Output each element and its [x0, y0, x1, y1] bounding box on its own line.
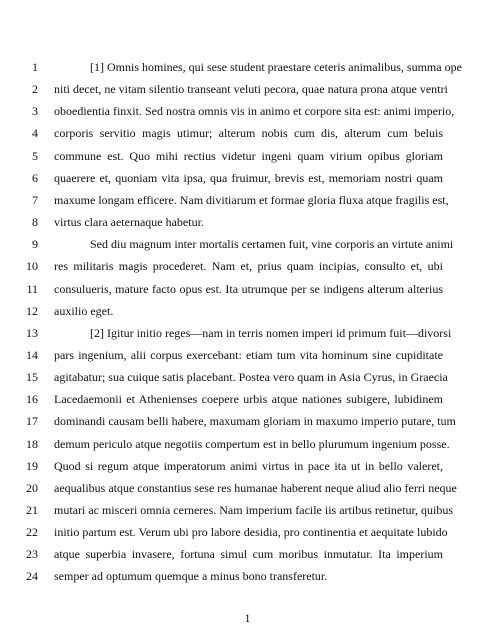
line-text: agitabatur; sua cuique satis placebant. Postea vero quam in Asia Cyrus, in Graecia: [54, 370, 448, 385]
line-number: 10: [26, 259, 38, 274]
text-line: [0, 344, 495, 366]
line-text: Sed diu magnum inter mortalis certamen fuit, vine corporis an virtute animi: [90, 237, 454, 252]
line-text: [2] Igitur initio reges—nam in terris nomen imperi id primum fuit—divorsi: [90, 325, 452, 340]
text-line: [0, 167, 495, 189]
line-number: 24: [26, 569, 38, 584]
line-text: maxume longam efficere. Nam divitiarum et formae gloria fluxa atque fragilis est,: [54, 192, 449, 207]
line-number: 17: [26, 414, 38, 429]
line-text: dominandi causam belli habere, maxumam gloriam in maxumo imperio putare, tum: [54, 414, 456, 429]
text-line: [0, 366, 495, 388]
line-text: auxilio eget.: [54, 303, 114, 318]
line-number: 9: [32, 237, 38, 252]
page-number: 1: [244, 611, 251, 625]
text-line: [0, 100, 495, 122]
line-number: 20: [26, 480, 38, 495]
line-text: virtus clara aeternaque habetur.: [54, 215, 204, 230]
text-line: [0, 410, 495, 432]
line-text: oboedientia finxit. Sed nostra omnis vis in animo et corpore sita est: animi imperio,: [54, 104, 455, 119]
line-text: initio partum est. Verum ubi pro labore desidia, pro continentia et aequitate lubido: [54, 525, 448, 540]
line-number: 7: [32, 192, 38, 207]
line-text: semper ad optumum quemque a minus bono transferetur.: [54, 569, 328, 584]
line-number: 11: [26, 281, 38, 296]
text-line: [0, 122, 495, 144]
text-line: [0, 189, 495, 211]
line-text: commune est. Quo mihi rectius videtur ingeni quam virium opibus gloriam: [54, 148, 443, 163]
line-number: 19: [26, 458, 38, 473]
text-line: [0, 499, 495, 521]
text-line: [0, 56, 495, 78]
text-line: [0, 78, 495, 100]
line-text: consulueris, mature facto opus est. Ita utrumque per se indigens alterum alterius: [54, 281, 443, 296]
line-number: 3: [32, 104, 38, 119]
line-number: 6: [32, 170, 38, 185]
text-line: [0, 521, 495, 543]
line-text: corporis servitio magis utimur; alterum nobis cum dis, alterum cum beluis: [54, 126, 443, 141]
line-text: pars ingenium, alii corpus exercebant: etiam tum vita hominum sine cupiditate: [54, 347, 443, 362]
text-line: [0, 543, 495, 565]
line-text: Lacedaemonii et Athenienses coepere urbis atque nationes subigere, lubidinem: [54, 392, 443, 407]
text-line: [0, 477, 495, 499]
line-number: 16: [26, 392, 38, 407]
text-line: [0, 211, 495, 233]
text-line: [0, 388, 495, 410]
line-number: 18: [26, 436, 38, 451]
text-line: [0, 145, 495, 167]
line-text: atque superbia invasere, fortuna simul cum moribus inmutatur. Ita imperium: [54, 547, 443, 562]
text-line: [0, 300, 495, 322]
line-number: 14: [26, 347, 38, 362]
line-number: 22: [26, 525, 38, 540]
line-text: demum periculo atque negotiis compertum est in bello plurumum ingenium posse.: [54, 436, 450, 451]
line-text: [1] Omnis homines, qui sese student praestare ceteris animalibus, summa ope: [90, 60, 462, 74]
line-number: 13: [26, 325, 38, 340]
line-number: 8: [32, 215, 38, 230]
line-number: 21: [26, 503, 38, 517]
line-text: mutari ac misceri omnia cerneres. Nam imperium facile iis artibus retinetur, quibus: [54, 503, 454, 517]
line-text: niti decet, ne vitam silentio transeant veluti pecora, quae natura prona atque ventri: [54, 82, 448, 97]
line-text: quaerere et, quoniam vita ipsa, qua fruimur, brevis est, memoriam nostri quam: [54, 170, 443, 185]
line-number: 1: [32, 60, 38, 74]
text-line: [0, 565, 495, 587]
line-text: res militaris magis procederet. Nam et, prius quam incipias, consulto et, ubi: [54, 259, 443, 274]
line-text: aequalibus atque constantius sese res humanae haberent neque aliud alio ferri neque: [54, 480, 457, 495]
text-line: [0, 455, 495, 477]
text-line: [0, 255, 495, 277]
line-number: 2: [32, 82, 38, 97]
line-number: 23: [26, 547, 38, 562]
line-number: 5: [32, 148, 38, 163]
text-line: [0, 233, 495, 255]
line-number: 15: [26, 370, 38, 385]
text-line: [0, 433, 495, 455]
line-text: Quod si regum atque imperatorum animi virtus in pace ita ut in bello valeret,: [54, 458, 443, 473]
line-number: 12: [26, 303, 38, 318]
text-line: [0, 278, 495, 300]
text-line: [0, 322, 495, 344]
line-number: 4: [32, 126, 38, 141]
